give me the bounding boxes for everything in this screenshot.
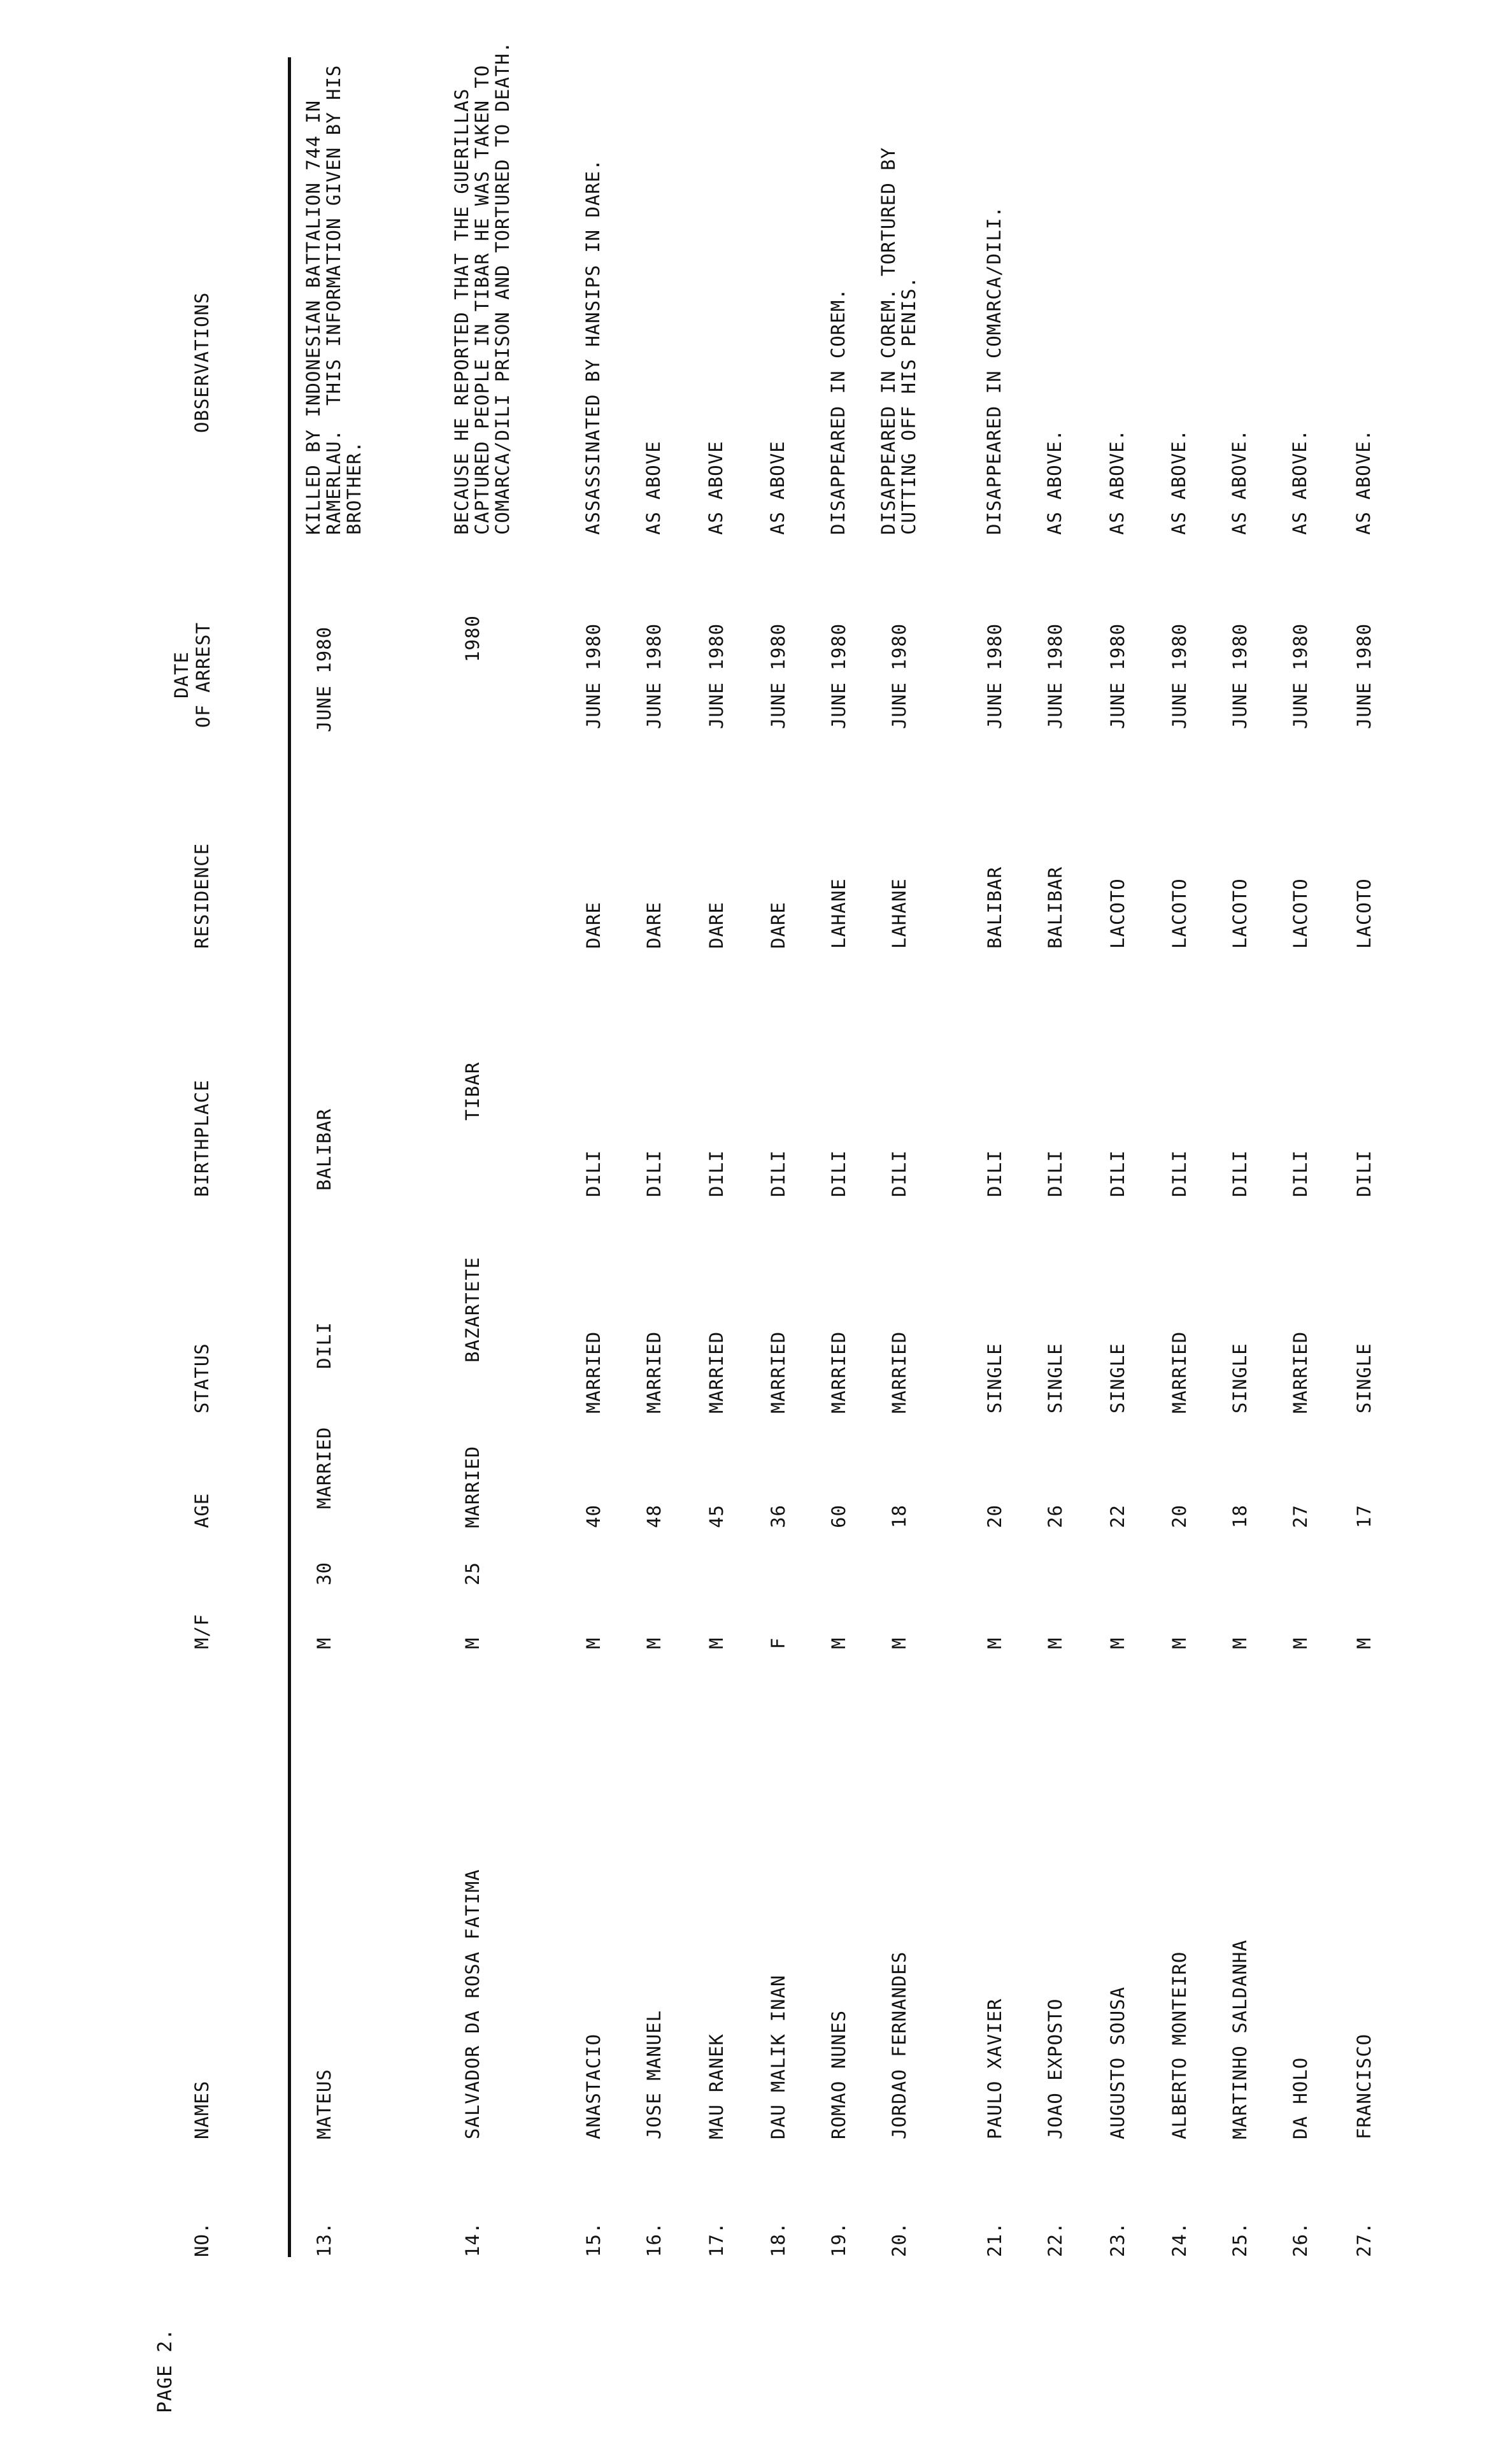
row-residence: DARE <box>643 902 665 949</box>
row-status: MARRIED <box>767 1331 789 1413</box>
row-observations <box>1353 429 1374 535</box>
header-age: AGE <box>191 1492 213 1528</box>
row-birthplace: DILI <box>1169 1150 1190 1197</box>
row-name: PAULO XAVIER <box>984 1998 1006 2139</box>
observation-line: BECAUSE HE REPORTED THAT THE GUERILLAS <box>451 88 473 535</box>
row-sex: M <box>1044 1637 1066 1649</box>
row-number: 25. <box>1229 2221 1251 2257</box>
row-date-of-arrest: JUNE 1980 <box>313 626 335 732</box>
row-number: 23. <box>1107 2221 1128 2257</box>
row-residence: LACOTO <box>1353 878 1375 949</box>
row-observations <box>984 206 1004 535</box>
row-observations <box>452 41 513 535</box>
row-birthplace: BAZARTETE <box>462 1256 483 1363</box>
row-status: MARRIED <box>583 1331 604 1413</box>
row-number: 19. <box>828 2221 850 2257</box>
row-observations <box>583 159 603 535</box>
row-sex: F <box>767 1637 789 1649</box>
observation-line: AS ABOVE. <box>1289 428 1311 535</box>
row-age: 22 <box>1107 1505 1128 1528</box>
row-date-of-arrest: JUNE 1980 <box>1353 623 1375 729</box>
row-number: 21. <box>984 2221 1006 2257</box>
row-date-of-arrest: JUNE 1980 <box>828 623 850 729</box>
row-birthplace: DILI <box>828 1150 850 1197</box>
row-observations <box>767 441 788 535</box>
row-sex: M <box>1290 1637 1311 1649</box>
row-sex: M <box>706 1637 727 1649</box>
row-sex: M <box>643 1637 665 1649</box>
row-number: 17. <box>706 2221 727 2257</box>
row-status: MARRIED <box>313 1426 335 1509</box>
row-sex: M <box>583 1637 604 1649</box>
row-date-of-arrest: JUNE 1980 <box>706 623 727 729</box>
row-number: 27. <box>1353 2221 1375 2257</box>
row-observations <box>1290 429 1310 535</box>
row-sex: M <box>888 1637 910 1649</box>
observation-line: DISAPPEARED IN COMARCA/DILI. <box>983 206 1005 535</box>
row-date-of-arrest: JUNE 1980 <box>888 623 910 729</box>
row-observations <box>1169 429 1189 535</box>
row-birthplace: DILI <box>767 1150 789 1197</box>
row-birthplace: DILI <box>888 1150 910 1197</box>
row-name: ROMAO NUNES <box>828 2009 850 2139</box>
row-age: 36 <box>767 1505 789 1528</box>
row-status: SINGLE <box>1353 1343 1375 1413</box>
header-divider-rule <box>288 57 291 2257</box>
observation-line: KILLED BY INDONESIAN BATTALION 744 IN <box>302 99 324 535</box>
row-status: SINGLE <box>1229 1343 1251 1413</box>
row-name: FRANCISCO <box>1353 2033 1375 2139</box>
row-age: 60 <box>828 1505 850 1528</box>
header-date-line1: DATE <box>171 651 192 698</box>
row-date-of-arrest: JUNE 1980 <box>643 623 665 729</box>
header-residence: RESIDENCE <box>191 842 213 949</box>
row-birthplace: DILI <box>313 1322 335 1369</box>
row-number: 14. <box>462 2221 483 2257</box>
row-name: AUGUSTO SOUSA <box>1107 1986 1128 2139</box>
observation-line: AS ABOVE <box>705 441 727 535</box>
row-birthplace: DILI <box>1290 1150 1311 1197</box>
header-date-line2: OF ARREST <box>192 621 214 728</box>
header-date-of-arrest <box>171 579 214 770</box>
row-name: DA HOLO <box>1290 2057 1311 2139</box>
observation-line: CUTTING OFF HIS PENIS. <box>898 276 920 535</box>
row-sex: M <box>313 1637 335 1649</box>
observation-line: CAPTURED PEOPLE IN TIBAR HE WAS TAKEN TO <box>471 64 493 535</box>
observation-line: COMARCA/DILI PRISON AND TORTURED TO DEATH. <box>492 41 513 535</box>
row-age: 20 <box>1169 1505 1190 1528</box>
row-name: ANASTACIO <box>583 2033 604 2139</box>
row-name: SALVADOR DA ROSA FATIMA <box>462 1869 483 2139</box>
row-status: MARRIED <box>1169 1331 1190 1413</box>
row-status: SINGLE <box>984 1343 1006 1413</box>
row-date-of-arrest: JUNE 1980 <box>1044 623 1066 729</box>
row-age: 18 <box>1229 1505 1251 1528</box>
row-status: MARRIED <box>643 1331 665 1413</box>
row-sex: M <box>462 1637 483 1649</box>
header-names: NAMES <box>191 2080 213 2139</box>
row-observations <box>303 65 364 535</box>
row-birthplace: DILI <box>1229 1150 1251 1197</box>
row-residence: BALIBAR <box>313 1108 335 1191</box>
row-status: SINGLE <box>1044 1343 1066 1413</box>
observation-line: AS ABOVE <box>643 441 664 535</box>
row-date-of-arrest: 1980 <box>462 615 483 662</box>
row-residence: DARE <box>706 902 727 949</box>
row-sex: M <box>1107 1637 1128 1649</box>
row-birthplace: DILI <box>1044 1150 1066 1197</box>
row-birthplace: DILI <box>1107 1150 1128 1197</box>
observation-line: ASSASSINATED BY HANSIPS IN DARE. <box>582 159 604 535</box>
observation-line: RAMERLAU. THIS INFORMATION GIVEN BY HIS <box>323 64 345 535</box>
row-age: 40 <box>583 1505 604 1528</box>
row-birthplace: DILI <box>984 1150 1006 1197</box>
row-status: MARRIED <box>462 1445 483 1528</box>
observation-line: AS ABOVE. <box>1228 428 1250 535</box>
row-number: 16. <box>643 2221 665 2257</box>
row-observations <box>1107 429 1127 535</box>
row-date-of-arrest: JUNE 1980 <box>1290 623 1311 729</box>
row-observations <box>1044 429 1065 535</box>
row-residence: LACOTO <box>1290 878 1311 949</box>
row-number: 24. <box>1169 2221 1190 2257</box>
row-residence: LACOTO <box>1229 878 1251 949</box>
row-residence: LACOTO <box>1169 878 1190 949</box>
row-residence: LAHANE <box>888 878 910 949</box>
header-status: STATUS <box>191 1343 213 1413</box>
row-observations <box>643 441 664 535</box>
row-observations <box>1229 429 1249 535</box>
row-sex: M <box>1169 1637 1190 1649</box>
row-date-of-arrest: JUNE 1980 <box>984 623 1006 729</box>
row-name: JORDAO FERNANDES <box>888 1951 910 2139</box>
header-observations: OBSERVATIONS <box>191 292 213 433</box>
row-status: MARRIED <box>706 1331 727 1413</box>
row-date-of-arrest: JUNE 1980 <box>1107 623 1128 729</box>
row-age: 25 <box>462 1562 483 1585</box>
observation-line: AS ABOVE. <box>1044 428 1065 535</box>
row-number: 18. <box>767 2221 789 2257</box>
page-label: PAGE 2. <box>154 2328 176 2413</box>
row-observations <box>878 147 919 535</box>
row-residence: DARE <box>767 902 789 949</box>
row-sex: M <box>984 1637 1006 1649</box>
observation-line: DISAPPEARED IN COREM. <box>827 288 849 535</box>
row-residence: BALIBAR <box>1044 866 1066 949</box>
observation-line: AS ABOVE <box>767 441 788 535</box>
row-name: JOSE MANUEL <box>643 2009 665 2139</box>
row-age: 27 <box>1290 1505 1311 1528</box>
observation-line: AS ABOVE. <box>1168 428 1190 535</box>
row-number: 26. <box>1290 2221 1311 2257</box>
row-birthplace: DILI <box>583 1150 604 1197</box>
row-observations <box>706 441 726 535</box>
row-date-of-arrest: JUNE 1980 <box>1229 623 1251 729</box>
row-name: MARTINHO SALDANHA <box>1229 1939 1251 2139</box>
row-number: 20. <box>888 2221 910 2257</box>
row-status: MARRIED <box>888 1331 910 1413</box>
row-sex: M <box>1353 1637 1375 1649</box>
row-name: MAU RANEK <box>706 2033 727 2139</box>
row-age: 26 <box>1044 1505 1066 1528</box>
row-residence: LACOTO <box>1107 878 1128 949</box>
header-mf: M/F <box>191 1613 213 1649</box>
row-name: JOAO EXPOSTO <box>1044 1998 1066 2139</box>
row-status: MARRIED <box>828 1331 850 1413</box>
header-birthplace: BIRTHPLACE <box>191 1079 213 1197</box>
row-sex: M <box>1229 1637 1251 1649</box>
row-age: 20 <box>984 1505 1006 1528</box>
row-age: 30 <box>313 1562 335 1585</box>
row-birthplace: DILI <box>1353 1150 1375 1197</box>
row-residence: TIBAR <box>462 1061 483 1121</box>
row-status: SINGLE <box>1107 1343 1128 1413</box>
row-name: DAU MALIK INAN <box>767 1974 789 2139</box>
observation-line: BROTHER. <box>343 441 365 535</box>
row-age: 48 <box>643 1505 665 1528</box>
row-date-of-arrest: JUNE 1980 <box>767 623 789 729</box>
row-observations <box>828 288 848 535</box>
row-birthplace: DILI <box>706 1150 727 1197</box>
row-sex: M <box>828 1637 850 1649</box>
row-age: 18 <box>888 1505 910 1528</box>
row-name: ALBERTO MONTEIRO <box>1169 1951 1190 2139</box>
row-date-of-arrest: JUNE 1980 <box>1169 623 1190 729</box>
row-number: 22. <box>1044 2221 1066 2257</box>
row-birthplace: DILI <box>643 1150 665 1197</box>
observation-line: AS ABOVE. <box>1106 428 1128 535</box>
observation-line: DISAPPEARED IN COREM. TORTURED BY <box>878 146 899 535</box>
row-name: MATEUS <box>313 2069 335 2139</box>
row-residence: BALIBAR <box>984 866 1006 949</box>
row-date-of-arrest: JUNE 1980 <box>583 623 604 729</box>
row-residence: LAHANE <box>828 878 850 949</box>
row-status: MARRIED <box>1290 1331 1311 1413</box>
row-number: 13. <box>313 2221 335 2257</box>
row-age: 45 <box>706 1505 727 1528</box>
row-number: 15. <box>583 2221 604 2257</box>
header-no: NO. <box>191 2221 213 2257</box>
row-residence: DARE <box>583 902 604 949</box>
row-age: 17 <box>1353 1505 1375 1528</box>
observation-line: AS ABOVE. <box>1353 428 1374 535</box>
